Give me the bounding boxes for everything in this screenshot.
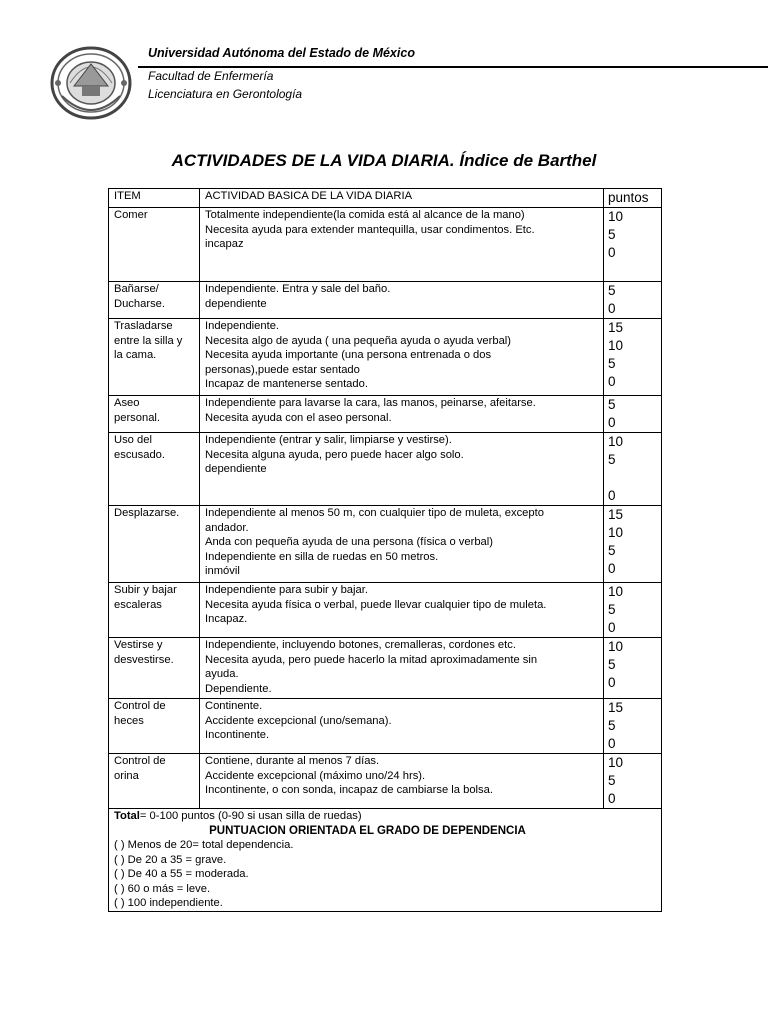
activity-line: Necesita ayuda física o verbal, puede llevar cualquier tipo de muleta. [205, 598, 547, 611]
activity-line: Independiente en silla de ruedas en 50 metros. [205, 550, 439, 563]
item-cell [109, 208, 200, 282]
scale-line: ( ) De 20 a 35 = grave. [114, 853, 227, 866]
item-cell [109, 699, 200, 754]
points-cell [604, 396, 662, 433]
item-line: Uso del [114, 434, 152, 446]
points-value: 5 [608, 397, 616, 412]
activity-line: Independiente para lavarse la cara, las manos, peinarse, afeitarse. [205, 397, 536, 409]
points-cell [604, 583, 662, 638]
points-value: 5 [608, 356, 616, 371]
activity-cell [200, 319, 604, 396]
scale-line: ( ) 60 o más = leve. [114, 882, 211, 895]
dependency-heading: PUNTUACION ORIENTADA EL GRADO DE DEPENDENCIA [209, 824, 526, 837]
total-line [114, 809, 661, 824]
total-text: = 0-100 puntos (0-90 si usan silla de ruedas) [139, 810, 362, 822]
table-footer-row [109, 809, 662, 912]
activity-line: incapaz [205, 238, 244, 250]
item-line: escusado. [114, 448, 165, 461]
scale-line: ( ) Menos de 20= total dependencia. [114, 839, 294, 851]
table-row [109, 433, 662, 506]
points-value: 15 [608, 320, 624, 335]
points-value [608, 469, 661, 487]
item-line: heces [114, 714, 144, 727]
activity-line: Independiente. [205, 320, 280, 332]
header-divider [138, 66, 768, 68]
points-cell [604, 638, 662, 699]
item-cell [109, 396, 200, 433]
points-value: 5 [608, 227, 616, 242]
activity-cell [200, 433, 604, 506]
university-name: Universidad Autónoma del Estado de México [148, 46, 415, 60]
points-value: 0 [608, 415, 616, 430]
points-cell [604, 699, 662, 754]
points-cell [604, 433, 662, 506]
barthel-table [108, 188, 662, 912]
activity-line: Necesita ayuda con el aseo personal. [205, 411, 392, 424]
points-value: 0 [608, 561, 616, 576]
activity-line: Accidente excepcional (máximo uno/24 hrs). [205, 769, 426, 782]
scale-line: ( ) De 40 a 55 = moderada. [114, 868, 249, 880]
points-value: 0 [608, 620, 616, 635]
item-cell [109, 638, 200, 699]
points-value: 0 [608, 301, 616, 316]
table-row [109, 396, 662, 433]
points-value: 5 [608, 283, 616, 298]
activity-cell [200, 699, 604, 754]
activity-line: Contiene, durante al menos 7 días. [205, 755, 380, 767]
points-cell [604, 506, 662, 583]
activity-line: Necesita ayuda, pero puede hacerlo la mitad aproximadamente sin [205, 653, 538, 666]
total-label: Total [114, 810, 140, 822]
activity-cell [200, 583, 604, 638]
item-line: Aseo [114, 397, 140, 409]
activity-line: personas),puede estar sentado [205, 363, 360, 376]
activity-line: Necesita alguna ayuda, pero puede hacer algo solo. [205, 448, 464, 461]
item-line: personal. [114, 411, 161, 424]
item-line: desvestirse. [114, 653, 174, 666]
item-line: Subir y bajar [114, 584, 177, 596]
points-value: 0 [608, 736, 616, 751]
item-line: la cama. [114, 349, 157, 361]
activity-line: Dependiente. [205, 682, 272, 695]
program-name: Licenciatura en Gerontología [148, 87, 303, 101]
header-points: puntos [604, 189, 662, 208]
points-value: 5 [608, 773, 616, 788]
activity-line: dependiente [205, 297, 267, 310]
activity-line: Necesita ayuda para extender mantequilla, usar condimentos. Etc. [205, 223, 535, 236]
points-value: 10 [608, 584, 624, 599]
item-line: Bañarse/ [114, 283, 159, 295]
document-title: ACTIVIDADES DE LA VIDA DIARIA. Índice de Barthel [171, 151, 597, 170]
item-cell [109, 754, 200, 809]
item-cell [109, 282, 200, 319]
table-row [109, 583, 662, 638]
activity-line: dependiente [205, 463, 267, 475]
points-value: 5 [608, 657, 616, 672]
item-line: escaleras [114, 598, 162, 611]
activity-line: Incapaz de mantenerse sentado. [205, 378, 368, 390]
activity-cell [200, 638, 604, 699]
points-value: 10 [608, 209, 624, 224]
item-line: Trasladarse [114, 320, 173, 332]
scale-line: ( ) 100 independiente. [114, 897, 223, 909]
points-value: 5 [608, 602, 616, 617]
points-value: 5 [608, 718, 616, 733]
points-value: 10 [608, 755, 624, 770]
table-row [109, 699, 662, 754]
activity-line: Incontinente, o con sonda, incapaz de cambiarse la bolsa. [205, 784, 493, 796]
header-item: ITEM [109, 189, 200, 208]
item-cell [109, 319, 200, 396]
activity-cell [200, 754, 604, 809]
activity-line: inmóvil [205, 565, 240, 577]
table-row [109, 754, 662, 809]
points-value: 5 [608, 543, 616, 558]
item-line: Desplazarse. [114, 507, 180, 519]
item-cell [109, 433, 200, 506]
activity-line: Independiente para subir y bajar. [205, 584, 368, 596]
item-line: Control de [114, 755, 166, 767]
item-line: Comer [114, 209, 148, 221]
points-value: 0 [608, 675, 616, 690]
activity-cell [200, 208, 604, 282]
points-value: 15 [608, 700, 624, 715]
university-seal-logo [50, 46, 132, 120]
points-cell [604, 754, 662, 809]
item-cell [109, 506, 200, 583]
item-line: orina [114, 769, 139, 782]
activity-cell [200, 282, 604, 319]
points-value: 0 [608, 488, 616, 503]
activity-line: Incapaz. [205, 613, 248, 625]
table-row [109, 638, 662, 699]
points-value: 0 [608, 374, 616, 389]
points-value: 5 [608, 452, 616, 467]
item-line: Vestirse y [114, 639, 163, 651]
points-cell [604, 208, 662, 282]
activity-line: Independiente (entrar y salir, limpiarse y vestirse). [205, 434, 452, 446]
points-cell [604, 319, 662, 396]
activity-line: ayuda. [205, 668, 239, 680]
table-header-row [109, 189, 662, 208]
item-line: entre la silla y [114, 334, 183, 347]
points-value: 0 [608, 791, 616, 806]
activity-line: Accidente excepcional (uno/semana). [205, 714, 392, 727]
activity-line: Continente. [205, 700, 263, 712]
footer-cell [109, 809, 662, 912]
item-line: Control de [114, 700, 166, 712]
activity-line: Independiente. Entra y sale del baño. [205, 283, 391, 295]
header-activity: ACTIVIDAD BASICA DE LA VIDA DIARIA [200, 189, 604, 208]
activity-line: andador. [205, 521, 249, 534]
activity-line: Incontinente. [205, 729, 270, 741]
points-value: 0 [608, 245, 616, 260]
item-line: Ducharse. [114, 297, 165, 310]
activity-cell [200, 396, 604, 433]
item-cell [109, 583, 200, 638]
points-value: 10 [608, 434, 624, 449]
points-value: 10 [608, 525, 624, 540]
table-row [109, 282, 662, 319]
points-value: 10 [608, 639, 624, 654]
activity-line: Independiente al menos 50 m, con cualquier tipo de muleta, excepto [205, 507, 544, 519]
activity-line: Anda con pequeña ayuda de una persona (física o verbal) [205, 536, 493, 548]
activity-line: Independiente, incluyendo botones, cremalleras, cordones etc. [205, 639, 516, 651]
activity-line: Necesita algo de ayuda ( una pequeña ayuda o ayuda verbal) [205, 334, 512, 347]
activity-line: Necesita ayuda importante (una persona entrenada o dos [205, 349, 492, 361]
table-row [109, 208, 662, 282]
faculty-name: Facultad de Enfermería [148, 69, 274, 83]
activity-line: Totalmente independiente(la comida está al alcance de la mano) [205, 209, 525, 221]
table-row [109, 319, 662, 396]
table-row [109, 506, 662, 583]
points-value: 10 [608, 338, 624, 353]
points-cell [604, 282, 662, 319]
activity-cell [200, 506, 604, 583]
points-value: 15 [608, 507, 624, 522]
